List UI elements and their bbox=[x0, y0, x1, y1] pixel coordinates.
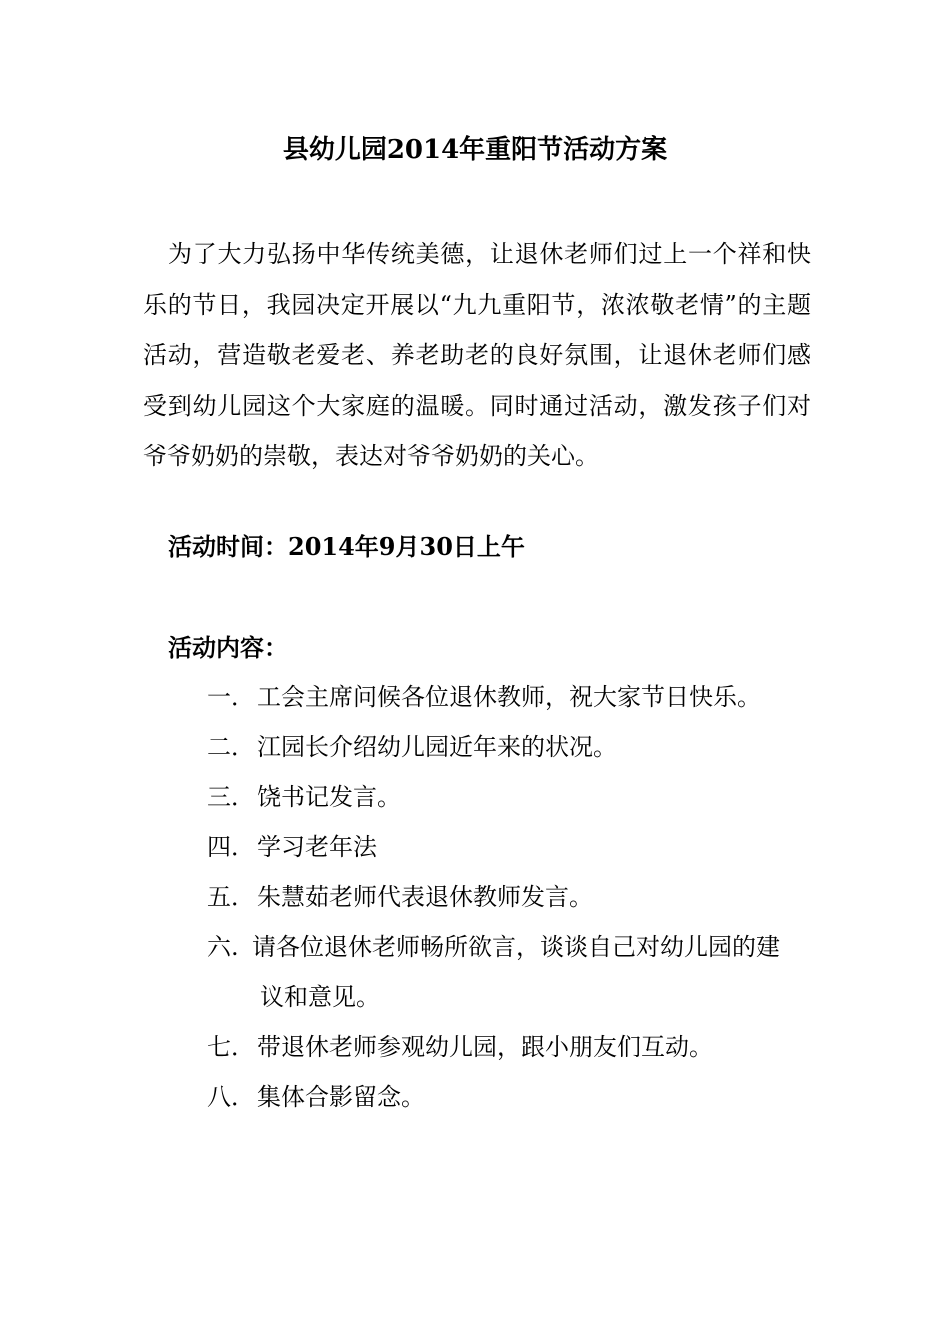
list-item-number: 八． bbox=[207, 1083, 255, 1111]
list-item-number: 五． bbox=[207, 883, 255, 911]
list-item-number: 三． bbox=[207, 783, 255, 811]
list-item-4 bbox=[207, 827, 377, 867]
list-item-7 bbox=[207, 1027, 713, 1067]
list-item-number: 二． bbox=[207, 733, 255, 761]
list-item-1 bbox=[207, 677, 761, 717]
list-item-text: 工会主席问候各位退休教师，祝大家节日快乐。 bbox=[257, 683, 761, 711]
list-item-number: 六. bbox=[207, 933, 239, 961]
intro-paragraph: 为了大力弘扬中华传统美德，让退休老师们过上一个祥和快乐的节日，我园决定开展以“九九重阳节，浓浓敬老情”的主题活动，营造敬老爱老、养老助老的良好氛围，让退休老师们感受到幼儿园这个大家庭的温暖。同时通过活动，激发孩子们对爷爷奶奶的崇敬，表达对爷爷奶奶的关心。 bbox=[143, 240, 811, 470]
activity-time: 活动时间：2014年9月30日上午 bbox=[168, 532, 525, 561]
document-title: 县幼儿园2014年重阳节活动方案 bbox=[282, 135, 668, 165]
list-item-2 bbox=[207, 727, 617, 767]
list-item-text: 集体合影留念。 bbox=[257, 1083, 425, 1111]
list-item-8 bbox=[207, 1077, 425, 1117]
list-item-number: 四． bbox=[207, 833, 255, 861]
list-item-text: 江园长介绍幼儿园近年来的状况。 bbox=[257, 733, 617, 761]
list-item-text: 带退休老师参观幼儿园，跟小朋友们互动。 bbox=[257, 1033, 713, 1061]
list-item-6 bbox=[207, 922, 811, 1022]
list-item-text: 请各位退休老师畅所欲言，谈谈自己对幼儿园的建 bbox=[252, 933, 780, 961]
list-item-number: 七． bbox=[207, 1033, 255, 1061]
list-item-text-continuation: 议和意见。 bbox=[260, 983, 380, 1011]
list-item-5 bbox=[207, 877, 593, 917]
list-item-text: 饶书记发言。 bbox=[257, 783, 401, 811]
list-item-3 bbox=[207, 777, 401, 817]
list-item-text: 学习老年法 bbox=[257, 833, 377, 861]
list-item-text: 朱慧茹老师代表退休教师发言。 bbox=[257, 883, 593, 911]
list-item-number: 一． bbox=[207, 683, 255, 711]
activity-content-heading: 活动内容： bbox=[168, 633, 288, 662]
